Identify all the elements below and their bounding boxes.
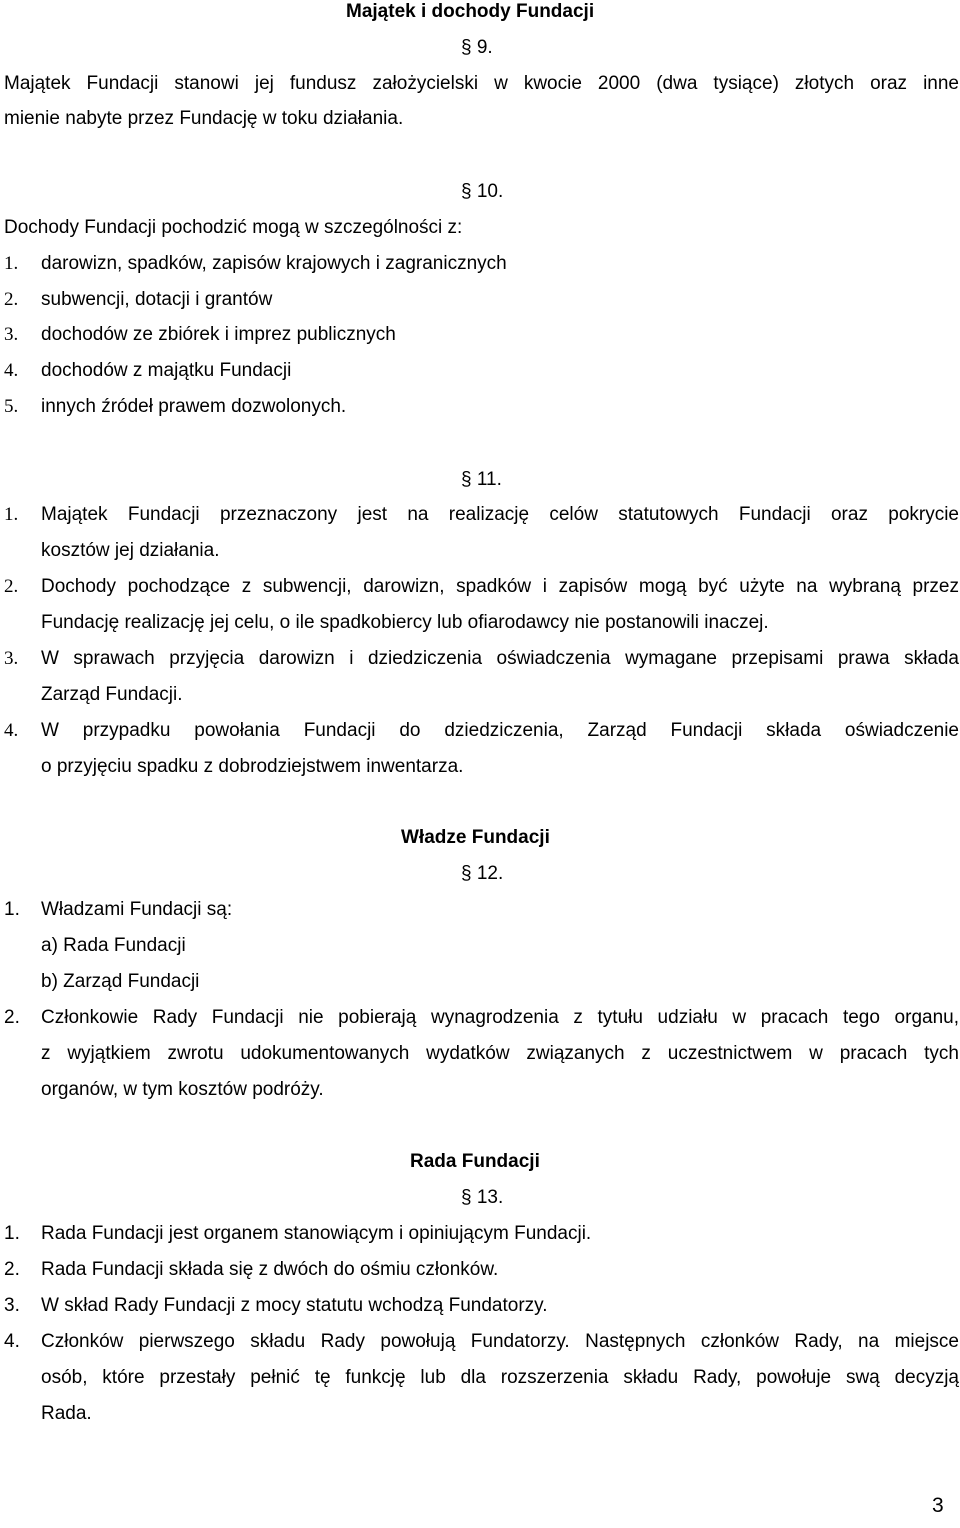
- section-heading: Władze Fundacji: [401, 827, 550, 848]
- list-item: W sprawach przyjęcia darowizn i dziedziczenia oświadczenia wymagane przepisami prawa składa: [41, 648, 959, 669]
- list-item: Członków pierwszego składu Rady powołują Fundatorzy. Następnych członków Rady, na miejsce: [41, 1331, 959, 1352]
- list-item-number: 2.: [4, 576, 19, 597]
- list-item: dochodów ze zbiórek i imprez publicznych: [41, 324, 396, 345]
- list-item-number: 3.: [4, 1295, 20, 1316]
- list-item: dochodów z majątku Fundacji: [41, 360, 292, 381]
- page-number: 3: [932, 1494, 944, 1517]
- list-item-continuation: kosztów jej działania.: [41, 540, 220, 561]
- list-item-continuation: o przyjęciu spadku z dobrodziejstwem inwentarza.: [41, 756, 464, 777]
- list-item: subwencji, dotacji i grantów: [41, 289, 273, 310]
- list-item-continuation: z wyjątkiem zwrotu udokumentowanych wydatków związanych z uczestnictwem w pracach tych: [41, 1043, 959, 1064]
- paragraph-number: § 12.: [461, 863, 504, 884]
- sub-list-item: a) Rada Fundacji: [41, 935, 186, 956]
- list-item-number: 4.: [4, 1331, 20, 1352]
- section-heading: Rada Fundacji: [410, 1151, 540, 1172]
- list-item-number: 2.: [4, 1007, 20, 1028]
- list-item-number: 1.: [4, 1223, 20, 1244]
- list-item-continuation: organów, w tym kosztów podróży.: [41, 1079, 324, 1100]
- list-item: W skład Rady Fundacji z mocy statutu wchodzą Fundatorzy.: [41, 1295, 548, 1316]
- list-item-continuation: Fundację realizację jej celu, o ile spadkobiercy lub ofiarodawcy nie postanowili inaczej.: [41, 612, 769, 633]
- list-item-number: 3.: [4, 648, 19, 669]
- list-item-number: 2.: [4, 289, 19, 310]
- list-item: Rada Fundacji jest organem stanowiącym i opiniującym Fundacji.: [41, 1223, 592, 1244]
- list-item-number: 4.: [4, 360, 19, 381]
- list-item-number: 3.: [4, 324, 19, 345]
- paragraph-text: Majątek Fundacji stanowi jej fundusz założycielski w kwocie 2000 (dwa tysiące) złotych oraz inne: [4, 73, 959, 94]
- list-item-number: 4.: [4, 720, 19, 741]
- section-heading: Majątek i dochody Fundacji: [346, 1, 595, 22]
- list-item: Członkowie Rady Fundacji nie pobierają wynagrodzenia z tytułu udziału w pracach tego organu,: [41, 1007, 959, 1028]
- list-item-number: 1.: [4, 504, 19, 525]
- list-item: darowizn, spadków, zapisów krajowych i zagranicznych: [41, 253, 507, 274]
- list-item: Dochody pochodzące z subwencji, darowizn, spadków i zapisów mogą być użyte na wybraną przez: [41, 576, 959, 597]
- list-item: Rada Fundacji składa się z dwóch do ośmiu członków.: [41, 1259, 499, 1280]
- paragraph-number: § 9.: [461, 37, 493, 58]
- list-item-number: 5.: [4, 396, 19, 417]
- list-item: innych źródeł prawem dozwolonych.: [41, 396, 347, 417]
- paragraph-number: § 11.: [461, 469, 502, 490]
- paragraph-number: § 13.: [461, 1187, 504, 1208]
- list-item: Majątek Fundacji przeznaczony jest na realizację celów statutowych Fundacji oraz pokrycie: [41, 504, 959, 525]
- list-item: Władzami Fundacji są:: [41, 899, 233, 920]
- list-item-continuation: osób, które przestały pełnić tę funkcję lub dla rozszerzenia składu Rady, powołuje swą decyzją: [41, 1367, 959, 1388]
- list-item-continuation: Rada.: [41, 1403, 92, 1424]
- list-item-number: 2.: [4, 1259, 20, 1280]
- paragraph-text: mienie nabyte przez Fundację w toku działania.: [4, 108, 404, 129]
- list-intro: Dochody Fundacji pochodzić mogą w szczególności z:: [4, 217, 463, 238]
- list-item-number: 1.: [4, 899, 20, 920]
- paragraph-number: § 10.: [461, 181, 504, 202]
- list-item-number: 1.: [4, 253, 19, 274]
- list-item-continuation: Zarząd Fundacji.: [41, 684, 183, 705]
- sub-list-item: b) Zarząd Fundacji: [41, 971, 200, 992]
- list-item: W przypadku powołania Fundacji do dziedziczenia, Zarząd Fundacji składa oświadczenie: [41, 720, 959, 741]
